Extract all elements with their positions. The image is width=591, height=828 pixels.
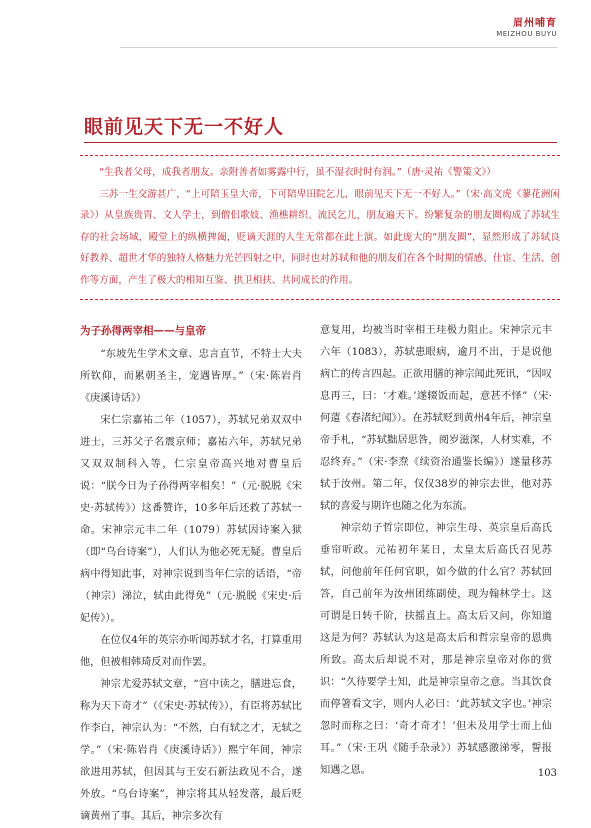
- body-paragraph: 意复用，均被当时宰相王珪极力阻止。宋神宗元丰六年（1083），苏轼患眼病，逾月不出，于是说他病亡的传言四起。正欲用膳的神宗闻此死讯，“因叹息再三，曰：‘才难。’遂辍饭而起，意甚不怿”（宋·何薳《春渚纪闻》）。在苏轼贬到黄州4年后，神宗皇帝手札，“苏轼黜居思咎，阅岁滋深，人材实难，不忍终弃。”（宋·李焘《续资治通鉴长编》）遂量移苏轼于汝州。第二年，仅仅38岁的神宗去世，他对苏轼的喜爱与期许也随之化为东流。: [320, 325, 552, 512]
- right-column: [320, 320, 552, 782]
- article-title: 眼前见天下无一不好人: [84, 116, 285, 138]
- intro-box: [80, 155, 560, 300]
- body-paragraph: 宋仁宗嘉祐二年（1057），苏轼兄弟双双中进士，三苏父子名震京师；嘉祐六年，苏轼兄弟又双双制科入等，仁宗皇帝高兴地对曹皇后说：“朕今日为子孙得两宰相矣！”（元·脱脱《宋史·苏轼传》）这番赞许，10多年后还救了苏轼一命。宋神宗元丰二年（1079）苏轼因诗案入狱（即“乌台诗案”），人们认为他必死无疑。曹皇后病中得知此事，对神宗说到当年仁宗的话语，“帝（神宗）涕泣，轼由此得免”（元·脱脱《宋史·后妃传》）。: [80, 415, 302, 624]
- body-paragraph: 在位仅4年的英宗亦听闻苏轼才名，打算重用他，但被相韩琦反对而作罢。: [80, 635, 302, 668]
- title-rule: [84, 142, 557, 143]
- running-header: [496, 14, 557, 38]
- body-paragraph: 神宗尤爱苏轼文章，“宫中读之，膳进忘食，称为天下奇才”（《宋史·苏轼传》），有臣将苏轼比作李白，神宗认为：“不然，白有轼之才，无轼之学。”（宋·陈岩肖《庚溪诗话》）熙宁年间，神宗欲进用苏轼，但因其与王安石新法政见不合，遂外放。“乌台诗案”，神宗将其从轻发落，最后贬谪黄州了事。其后，神宗多次有: [80, 679, 302, 822]
- header-rule: [120, 47, 557, 48]
- column-title: 眉州哺育: [513, 18, 557, 29]
- intro-quote: “生我者父母，成我者朋友。亲附善者如雾露中行，虽不湿衣时时有润。”（唐·灵祐《警策文》）: [99, 167, 496, 178]
- section-heading: 为子孙得两宰相——与皇帝: [80, 325, 206, 337]
- body-paragraph: “东坡先生学术文章、忠言直节，不特士大夫所钦仰，而累朝圣主，宠遇皆厚。”（宋·陈岩肖《庚溪诗话》）: [80, 349, 302, 404]
- page-number: 103: [537, 768, 557, 779]
- intro-paragraph: 三苏一生交游甚广，“上可陪玉皇大帝，下可陪卑田院乞儿，眼前见天下无一不好人。”（宋·高文虎《蓼花洲闲录》）从皇族贵胄、文人学士，到僧侣歌妓、渔樵耕织、流民乞儿，朋友遍天下。纷繁复杂的朋友圈构成了苏轼生存的社会场域，殿堂上的纵横捭阖，贬谪天涯的人生无常都在此上演。如此庞大的“朋友圈”，显然形成了苏轼良好教养、超世才华的独特人格魅力光芒四射之中，同时也对苏轼和他的朋友们在各个时期的情感、仕宦、生活、创作等方面，产生了极大的相知互鉴、拱卫相扶、共同成长的作用。: [80, 188, 560, 286]
- body-paragraph: 神宗幼子哲宗即位，神宗生母、英宗皇后高氏垂帘听政。元祐初年某日，太皇太后高氏召见苏轼，问他前年任何官职，如今做的什么官？苏轼回答，自己前年为汝州团练副使，现为翰林学士。这可谓是日转千阶，扶摇直上。高太后又问，你知道这是为何？苏轼认为这是高太后和哲宗皇帝的恩典所致。高太后却说不对，那是神宗皇帝对你的赏识：“久待要学士知，此是神宗皇帝之意。当其饮食而停箸看文字，则内人必曰：‘此苏轼文字也。’神宗忽时而称之曰：‘奇才奇才！’但未及用学士而上仙耳。”（宋·王巩《随手杂录》）苏轼感激涕零，誓报知遇之恩。: [320, 523, 552, 776]
- column-title-english: MEIZHOU BUYU: [496, 30, 557, 38]
- left-column: [80, 320, 302, 828]
